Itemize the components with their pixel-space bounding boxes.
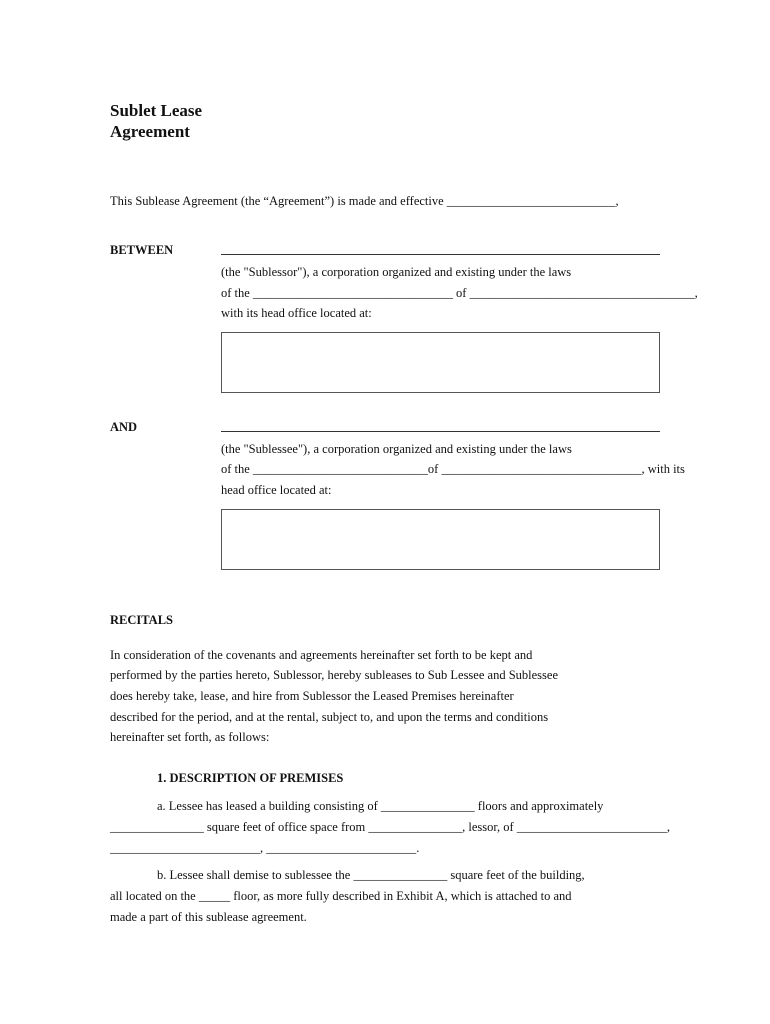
recitals-line: does hereby take, lease, and hire from Sublessor the Leased Premises hereinafter xyxy=(110,689,514,703)
sublessor-address-box[interactable] xyxy=(221,332,660,393)
clause-b-line: b. Lessee shall demise to sublessee the _______________ square feet of the building, xyxy=(157,868,585,882)
section-1-heading: 1. DESCRIPTION OF PREMISES xyxy=(157,771,344,785)
sublessee-line-2: of the ____________________________of ________________________________, with its xyxy=(221,462,685,476)
clause-a-line: ________________________, ________________________. xyxy=(110,841,420,855)
clause-a-line: a. Lessee has leased a building consisting of _______________ floors and approximately xyxy=(157,799,604,813)
sublessee-name-line[interactable] xyxy=(221,431,660,432)
clause-b-line: made a part of this sublease agreement. xyxy=(110,910,307,924)
sublessee-line-1: (the "Sublessee"), a corporation organized and existing under the laws xyxy=(221,442,572,456)
document-title xyxy=(110,100,202,142)
clause-a-line: _______________ square feet of office space from _______________, lessor, of ________________________, xyxy=(110,820,670,834)
title-line-1: Sublet Lease xyxy=(110,101,203,120)
sublessor-line-1: (the "Sublessor"), a corporation organized and existing under the laws xyxy=(221,265,572,279)
between-label: BETWEEN xyxy=(110,243,174,257)
intro-paragraph: This Sublease Agreement (the “Agreement”) is made and effective ___________________________, xyxy=(110,194,619,208)
recitals-line: performed by the parties hereto, Sublessor, hereby subleases to Sub Lessee and Sublessee xyxy=(110,668,558,682)
recitals-line: described for the period, and at the rental, subject to, and upon the terms and conditions xyxy=(110,710,549,724)
sublessor-line-2: of the ________________________________ of ____________________________________, xyxy=(221,286,698,300)
sublessee-line-3: head office located at: xyxy=(221,483,332,497)
and-label: AND xyxy=(110,420,138,434)
recitals-line: In consideration of the covenants and agreements hereinafter set forth to be kept and xyxy=(110,648,533,662)
sublessor-line-3: with its head office located at: xyxy=(221,306,372,320)
recitals-line: hereinafter set forth, as follows: xyxy=(110,730,270,744)
clause-b-line: all located on the _____ floor, as more fully described in Exhibit A, which is attached to and xyxy=(110,889,572,903)
recitals-heading: RECITALS xyxy=(110,613,173,627)
title-line-2: Agreement xyxy=(110,122,190,141)
sublessee-address-box[interactable] xyxy=(221,509,660,570)
sublessor-name-line[interactable] xyxy=(221,254,660,255)
